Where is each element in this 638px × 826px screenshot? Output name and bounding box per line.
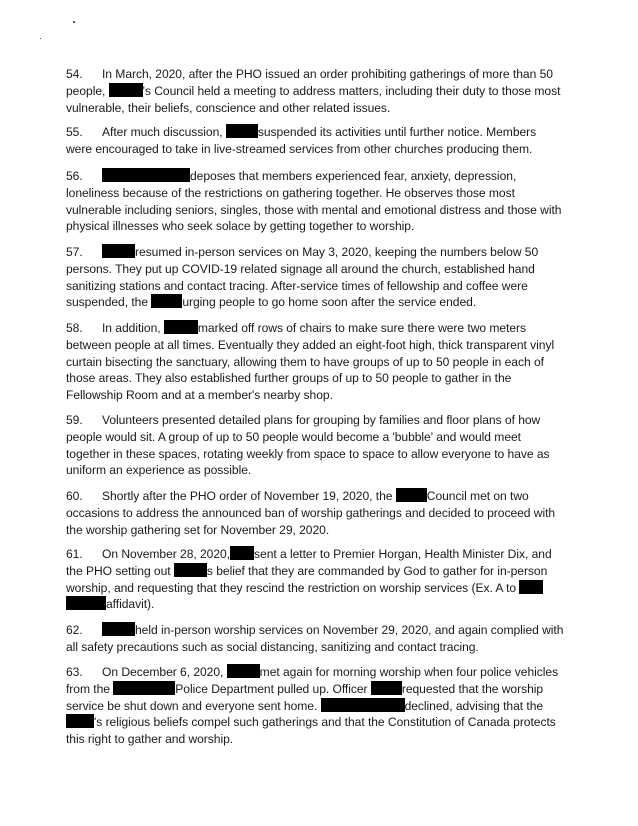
paragraph-text: suspended its activities until further notice. Members were encouraged to take in live-streamed services from other churches producing them. [66, 125, 537, 156]
redaction-bar [519, 580, 543, 594]
paragraph-text: 's Council held a meeting to address matters, including their duty to those most vulnerable, their beliefs, conscience and other related issues. [66, 83, 561, 115]
paragraph-text: resumed in-person services on May 3, 2020, keeping the numbers below 50 persons. They put up COVID-19 related signage all around the church, established hand sanitizing stations and contact tracing. After-service times of fellowship and coffee were suspended, the [66, 245, 539, 310]
paragraph-text: met again for morning worship when four police vehicles from the [66, 665, 559, 696]
redaction-bar [151, 294, 182, 308]
redaction-bar [321, 698, 405, 712]
redaction-bar [113, 681, 175, 695]
paragraph-text: 's religious beliefs compel such gatherings and that the Constitution of Canada protects this right to gather and worship. [66, 715, 556, 747]
redaction-bar [396, 488, 427, 502]
paragraph-59 [66, 412, 564, 479]
paragraph-text: Shortly after the PHO order of November 19, 2020, the [102, 489, 393, 503]
paragraph-number: 60. [66, 489, 83, 503]
paragraph-55 [66, 124, 564, 158]
paragraph-text: On November 28, 2020, [102, 547, 231, 561]
paragraph-text: marked off rows of chairs to make sure there were two meters between people at all times. Eventually they added an eight-foot high, thick transparent vinyl curtain bisecting the sanctuary, allowing them to have groups of up to 50 people in each of those areas. They also established further groups of up to 50 people to gather in the Fellowship Room and at a member's nearby shop. [66, 321, 555, 403]
paragraph-number: 58. [66, 321, 83, 335]
redaction-bar [227, 664, 260, 678]
redaction-bar [66, 596, 106, 610]
redaction-bar [230, 546, 254, 560]
redaction-bar [164, 320, 198, 334]
paragraph-text: In March, 2020, after the PHO issued an order prohibiting gatherings of more than 50 people, [66, 67, 553, 98]
scan-speck [73, 21, 75, 23]
paragraph-number: 62. [66, 623, 83, 637]
paragraph-text: s belief that they are commanded by God to gather for in-person worship, and requesting that they rescind the restriction on worship services (Ex. A to [66, 563, 548, 595]
redaction-bar [102, 168, 190, 182]
paragraph-text: declined, advising that the [404, 698, 544, 713]
paragraph-62 [66, 622, 564, 656]
paragraph-text: On December 6, 2020, [102, 665, 224, 679]
paragraph-56 [66, 168, 564, 235]
paragraph-57 [66, 244, 564, 311]
paragraph-text: Police Department pulled up. Officer [175, 681, 368, 696]
paragraph-text: After much discussion, [102, 125, 223, 139]
paragraph-text: Council met on two occasions to address the announced ban of worship gatherings and decided to proceed with the worship gathering set for November 29, 2020. [66, 489, 556, 537]
paragraph-number: 61. [66, 547, 83, 561]
redaction-bar [66, 714, 94, 728]
paragraph-number: 55. [66, 125, 83, 139]
redaction-bar [102, 244, 135, 258]
paragraph-number: 57. [66, 245, 83, 259]
paragraph-60 [66, 488, 564, 538]
paragraph-54 [66, 66, 564, 116]
paragraph-63 [66, 664, 564, 748]
paragraph-61 [66, 546, 564, 613]
redaction-bar [226, 124, 258, 138]
paragraph-number: 54. [66, 67, 83, 81]
paragraph-58 [66, 320, 564, 404]
paragraph-text: In addition, [102, 321, 161, 335]
paragraph-text: requested that the worship service be shut down and everyone sent home. [66, 681, 544, 713]
paragraph-text: sent a letter to Premier Horgan, Health Minister Dix, and the PHO setting out [66, 547, 552, 578]
paragraph-text: affidavit). [106, 597, 155, 612]
redaction-bar [371, 681, 402, 695]
paragraph-text: Volunteers presented detailed plans for grouping by families and floor plans of how people would sit. A group of up to 50 people would become a 'bubble' and would meet together in these spaces, rotating weekly from space to space to allow everyone to have as uniform an experience as possible. [66, 413, 550, 478]
paragraph-number: 63. [66, 665, 83, 679]
redaction-bar [109, 83, 143, 97]
paragraph-number: 59. [66, 413, 83, 427]
paragraph-text: urging people to go home soon after the service ended. [182, 295, 477, 310]
paragraph-text: held in-person worship services on November 29, 2020, and again complied with all safety precautions such as social distancing, sanitizing and contact tracing. [66, 623, 564, 654]
redaction-bar [102, 622, 135, 636]
scan-speck [40, 38, 41, 39]
redaction-bar [174, 563, 207, 577]
paragraph-number: 56. [66, 169, 83, 183]
paragraph-text: deposes that members experienced fear, anxiety, depression, loneliness because of the restrictions on gathering together. He observes those most vulnerable including seniors, singles, those with mental and emotional distress and those with physical illnesses who seek solace by getting together to worship. [66, 169, 562, 234]
